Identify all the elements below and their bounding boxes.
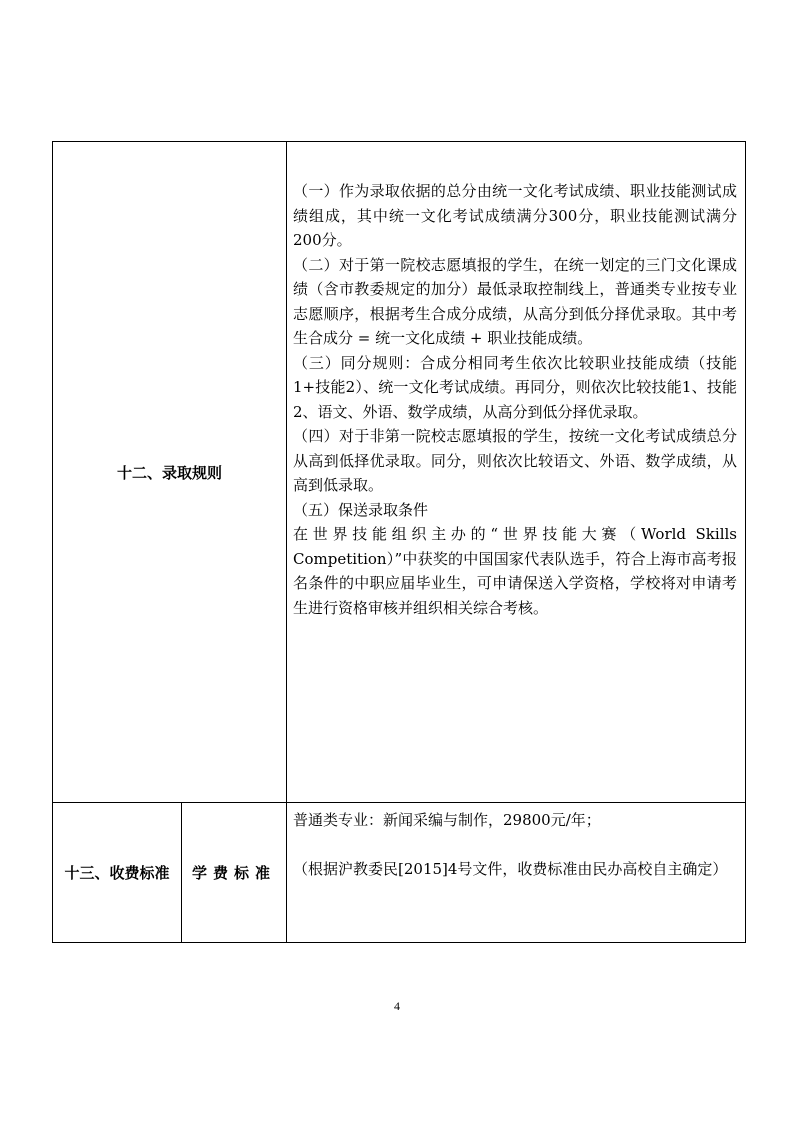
admission-rules-row xyxy=(53,142,745,803)
fee-spacer xyxy=(293,833,737,858)
rule-paragraph-3: （三）同分规则：合成分相同考生依次比较职业技能成绩（技能1+技能2）、统一文化考试成绩。再同分，则依次比较技能1、技能2、语文、外语、数学成绩，从高分到低分择优录取。 xyxy=(293,353,737,421)
admission-rules-label: 十二、录取规则 xyxy=(116,463,222,482)
rule-paragraph-1: （一）作为录取依据的总分由统一文化考试成绩、职业技能测试成绩组成，其中统一文化考试成绩满分300分，职业技能测试满分200分。 xyxy=(293,182,737,249)
fee-line-1: 普通类专业：新闻采编与制作，29800元/年； xyxy=(293,811,601,829)
fee-standard-content xyxy=(293,808,737,882)
tuition-label: 学费标准 xyxy=(191,864,276,882)
rule-paragraph-2: （二）对于第一院校志愿填报的学生，在统一划定的三门文化课成绩（含市教委规定的加分）最低录取控制线上，普通类专业按专业志愿顺序，根据考生合成分成绩，从高分到低分择优录取。其中考生合成分 = 统一文化成绩 + 职业技能成绩。 xyxy=(293,255,737,347)
admission-fee-table xyxy=(52,141,746,943)
fee-line-2: （根据沪教委民[2015]4号文件，收费标准由民办高校自主确定） xyxy=(293,860,728,878)
fee-standard-label-cell xyxy=(53,803,182,942)
admission-rules-content xyxy=(293,179,737,620)
fee-standard-row xyxy=(53,803,745,942)
fee-standard-label: 十三、收费标准 xyxy=(64,864,170,882)
admission-rules-label-cell xyxy=(53,142,287,802)
rule-paragraph-4: （四）对于非第一院校志愿填报的学生，按统一文化考试成绩总分从高到低择优录取。同分，则依次比较语文、外语、数学成绩，从高到低录取。 xyxy=(293,427,737,494)
tuition-label-cell xyxy=(182,803,287,942)
page-number: 4 xyxy=(394,999,400,1013)
rule-paragraph-6: 在世界技能组织主办的“世界技能大赛（World Skills Competition）”中获奖的中国国家代表队选手，符合上海市高考报名条件的中职应届毕业生，可申请保送入学资格，学校将对申请考生进行资格审核并组织相关综合考核。 xyxy=(293,525,737,617)
rule-paragraph-5: （五）保送录取条件 xyxy=(293,500,429,519)
